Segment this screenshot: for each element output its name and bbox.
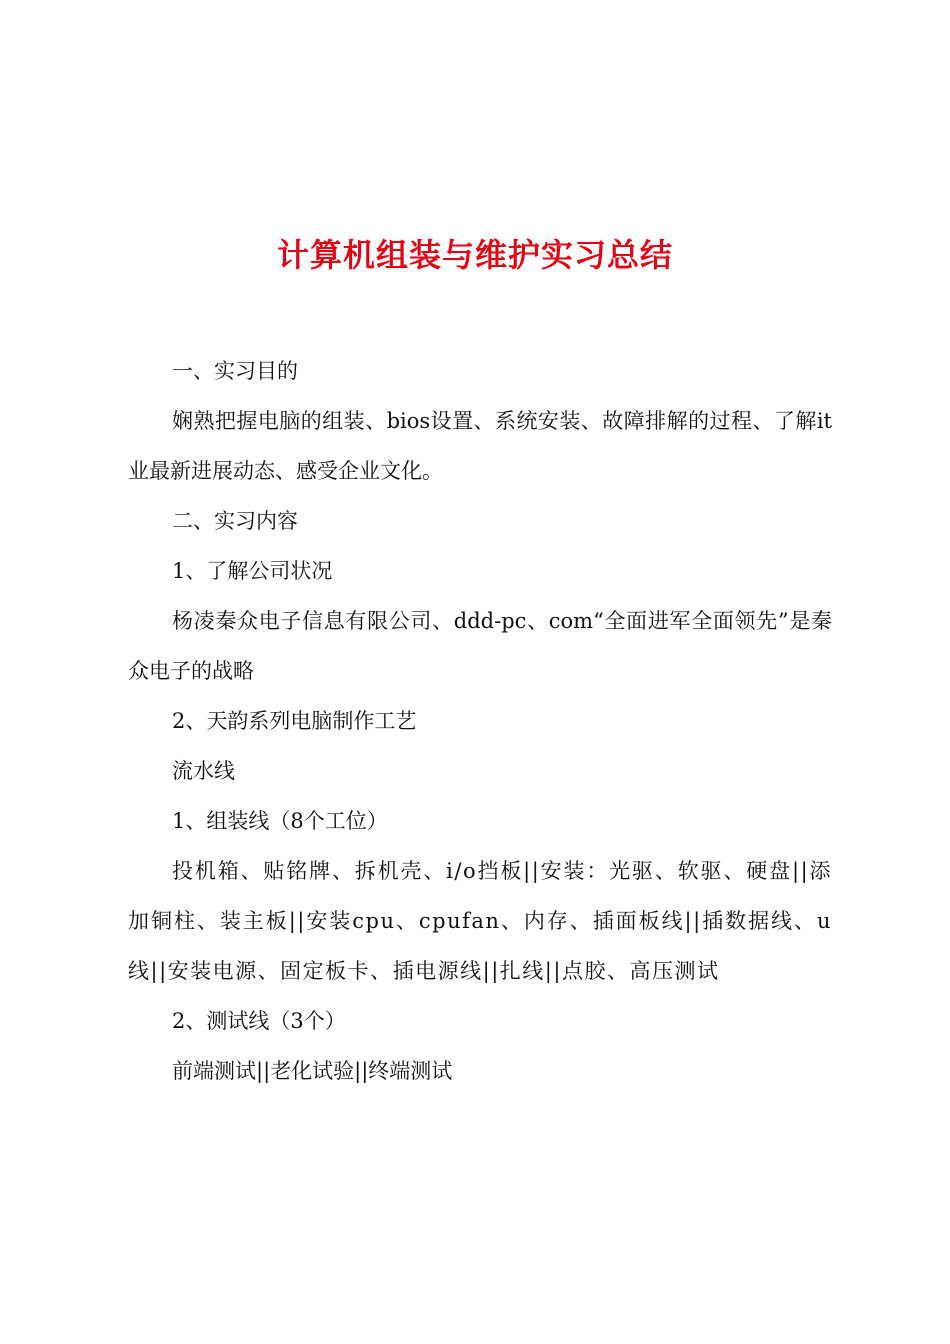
assembly-line-heading: 1、组装线（8个工位） <box>172 809 388 833</box>
section-heading-purpose: 一、实习目的 <box>172 359 298 383</box>
test-steps-paragraph: 前端测试||老化试验||终端测试 <box>172 1059 453 1083</box>
assembly-steps-paragraph: 投机箱、贴铭牌、拆机壳、i/o挡板||安装：光驱、软驱、硬盘||添加铜柱、装主板||安装cpu、cpufan、内存、插面板线||插数据线、u线||安装电源、固定板卡、插电源线||扎线||点胶、高压测试 <box>128 859 832 983</box>
subheading-company: 1、了解公司状况 <box>172 559 333 583</box>
assembly-line-label: 流水线 <box>172 759 235 783</box>
subheading-process: 2、天韵系列电脑制作工艺 <box>172 709 417 733</box>
section-heading-content: 二、实习内容 <box>172 509 298 533</box>
document-body <box>128 346 832 1096</box>
test-line-heading: 2、测试线（3个） <box>172 1009 346 1033</box>
document-title: 计算机组装与维护实习总结 <box>276 236 673 275</box>
company-paragraph: 杨凌秦众电子信息有限公司、ddd-pc、com“全面进军全面领先”是秦众电子的战略 <box>128 609 832 683</box>
purpose-paragraph: 娴熟把握电脑的组装、bios设置、系统安装、故障排解的过程、了解it业最新进展动态、感受企业文化。 <box>128 409 832 483</box>
